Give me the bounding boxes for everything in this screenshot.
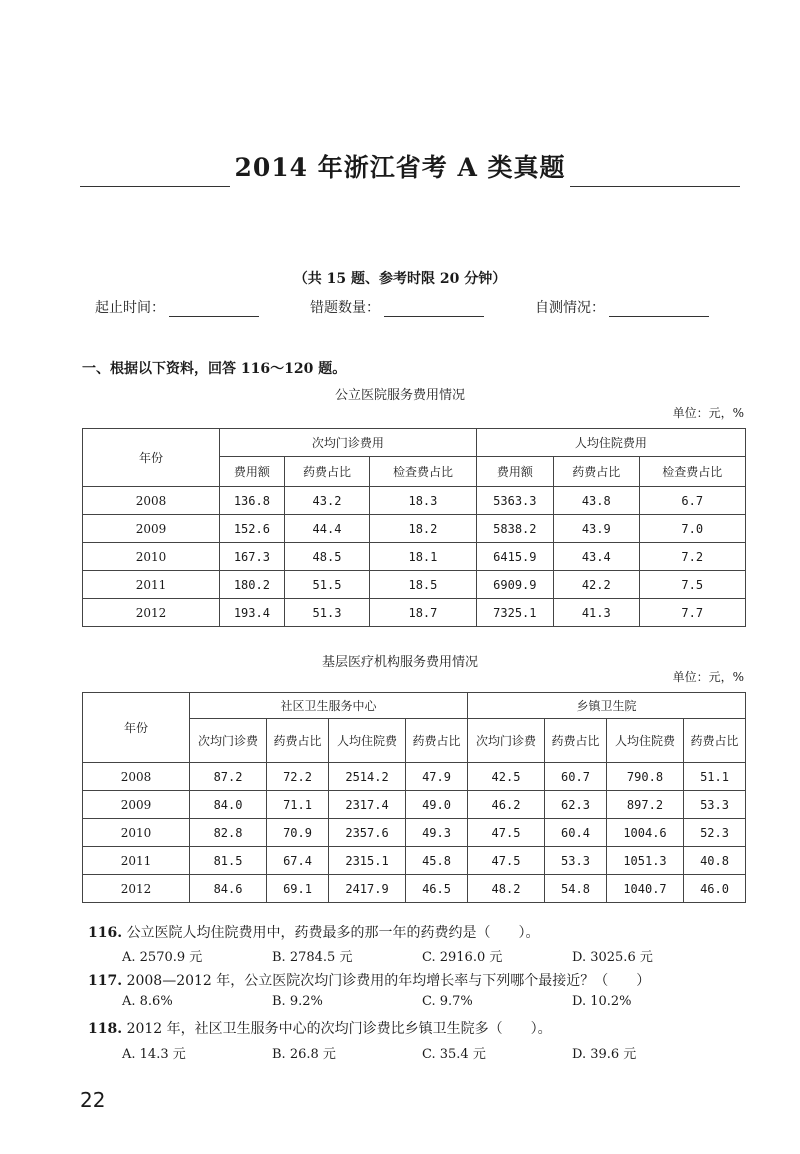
value-cell: 51.1 <box>684 763 746 791</box>
option-d[interactable]: D. 39.6 元 <box>572 1047 637 1062</box>
value-cell: 152.6 <box>220 515 285 543</box>
value-cell: 7.7 <box>639 599 745 627</box>
value-cell: 49.3 <box>406 819 468 847</box>
value-cell: 42.5 <box>467 763 544 791</box>
value-cell: 18.5 <box>370 571 476 599</box>
year-cell: 2008 <box>83 763 190 791</box>
value-cell: 49.0 <box>406 791 468 819</box>
question-117 <box>88 970 650 990</box>
table2-year-header: 年份 <box>83 693 190 763</box>
table1-group-outpatient: 次均门诊费用 <box>220 429 477 457</box>
value-cell: 2315.1 <box>328 847 405 875</box>
value-cell: 2317.4 <box>328 791 405 819</box>
table1-col-header: 检查费占比 <box>370 457 476 487</box>
page-number: 22 <box>80 1088 106 1112</box>
value-cell: 2417.9 <box>328 875 405 903</box>
table-row <box>83 791 746 819</box>
table1-year-header: 年份 <box>83 429 220 487</box>
value-cell: 62.3 <box>545 791 607 819</box>
primary-care-table <box>82 692 746 903</box>
value-cell: 6415.9 <box>476 543 553 571</box>
table-row <box>83 515 746 543</box>
self-assessment-label: 自测情况： <box>535 300 605 316</box>
question-118 <box>88 1018 552 1038</box>
year-cell: 2012 <box>83 875 190 903</box>
question-number: 118. <box>88 1021 123 1037</box>
value-cell: 53.3 <box>545 847 607 875</box>
question-number: 117. <box>88 973 123 989</box>
value-cell: 48.5 <box>284 543 369 571</box>
error-count-field[interactable] <box>384 302 484 317</box>
value-cell: 46.2 <box>467 791 544 819</box>
table2-col-header: 人均住院费 <box>328 719 405 763</box>
table2-unit: 单位：元，% <box>672 670 744 684</box>
value-cell: 5363.3 <box>476 487 553 515</box>
value-cell: 897.2 <box>606 791 683 819</box>
value-cell: 5838.2 <box>476 515 553 543</box>
question-116 <box>88 922 540 942</box>
page-title: 2014 年浙江省考 A 类真题 <box>234 153 566 182</box>
value-cell: 193.4 <box>220 599 285 627</box>
year-cell: 2011 <box>83 847 190 875</box>
table-row <box>83 847 746 875</box>
start-time-label: 起止时间： <box>95 300 165 316</box>
value-cell: 180.2 <box>220 571 285 599</box>
table1-group-inpatient: 人均住院费用 <box>476 429 745 457</box>
value-cell: 18.1 <box>370 543 476 571</box>
value-cell: 82.8 <box>190 819 267 847</box>
start-time-field[interactable] <box>169 302 259 317</box>
value-cell: 46.5 <box>406 875 468 903</box>
value-cell: 790.8 <box>606 763 683 791</box>
question-text: 2008—2012 年，公立医院次均门诊费用的年均增长率与下列哪个最接近？（ ） <box>126 973 651 989</box>
value-cell: 47.5 <box>467 847 544 875</box>
value-cell: 45.8 <box>406 847 468 875</box>
value-cell: 53.3 <box>684 791 746 819</box>
year-cell: 2009 <box>83 515 220 543</box>
error-count-label: 错题数量： <box>310 300 380 316</box>
table2-col-header: 药费占比 <box>267 719 329 763</box>
sub-header: （共 15 题、参考时限 20 分钟） <box>293 271 507 287</box>
value-cell: 81.5 <box>190 847 267 875</box>
table-row <box>83 599 746 627</box>
question-text: 2012 年，社区卫生服务中心的次均门诊费比乡镇卫生院多（ ）。 <box>126 1021 552 1037</box>
year-cell: 2010 <box>83 543 220 571</box>
value-cell: 7325.1 <box>476 599 553 627</box>
year-cell: 2009 <box>83 791 190 819</box>
value-cell: 52.3 <box>684 819 746 847</box>
year-cell: 2008 <box>83 487 220 515</box>
table-row <box>83 543 746 571</box>
value-cell: 44.4 <box>284 515 369 543</box>
year-cell: 2011 <box>83 571 220 599</box>
table-row <box>83 819 746 847</box>
option-d[interactable]: D. 10.2% <box>572 994 632 1009</box>
table1-col-header: 药费占比 <box>554 457 639 487</box>
table2-col-header: 药费占比 <box>684 719 746 763</box>
value-cell: 67.4 <box>267 847 329 875</box>
value-cell: 60.7 <box>545 763 607 791</box>
value-cell: 7.5 <box>639 571 745 599</box>
value-cell: 48.2 <box>467 875 544 903</box>
value-cell: 46.0 <box>684 875 746 903</box>
value-cell: 87.2 <box>190 763 267 791</box>
value-cell: 51.3 <box>284 599 369 627</box>
value-cell: 70.9 <box>267 819 329 847</box>
table2-col-header: 次均门诊费 <box>467 719 544 763</box>
option-c[interactable]: C. 35.4 元 <box>422 1047 486 1062</box>
table2-group-community: 社区卫生服务中心 <box>190 693 468 719</box>
table1-caption: 公立医院服务费用情况 <box>334 388 465 403</box>
value-cell: 69.1 <box>267 875 329 903</box>
option-a[interactable]: A. 14.3 元 <box>122 1047 186 1062</box>
value-cell: 18.3 <box>370 487 476 515</box>
table1-unit: 单位：元，% <box>672 406 744 420</box>
value-cell: 7.2 <box>639 543 745 571</box>
value-cell: 7.0 <box>639 515 745 543</box>
self-assessment-field[interactable] <box>609 302 709 317</box>
table1-col-header: 费用额 <box>476 457 553 487</box>
table-row <box>83 487 746 515</box>
value-cell: 43.8 <box>554 487 639 515</box>
question-118-options <box>122 1043 722 1062</box>
table-row <box>83 875 746 903</box>
title-rule-left <box>80 186 230 187</box>
value-cell: 43.2 <box>284 487 369 515</box>
value-cell: 43.9 <box>554 515 639 543</box>
value-cell: 41.3 <box>554 599 639 627</box>
value-cell: 72.2 <box>267 763 329 791</box>
option-b[interactable]: B. 2784.5 元 <box>272 950 353 965</box>
table-row <box>83 763 746 791</box>
value-cell: 6.7 <box>639 487 745 515</box>
value-cell: 51.5 <box>284 571 369 599</box>
option-b[interactable]: B. 26.8 元 <box>272 1047 336 1062</box>
table2-caption: 基层医疗机构服务费用情况 <box>321 655 478 670</box>
self-test-stats <box>95 297 735 317</box>
year-cell: 2010 <box>83 819 190 847</box>
table-row <box>83 571 746 599</box>
question-number: 116. <box>88 925 123 941</box>
question-117-options <box>122 994 722 1009</box>
value-cell: 71.1 <box>267 791 329 819</box>
value-cell: 18.2 <box>370 515 476 543</box>
title-rule-right <box>570 186 740 187</box>
value-cell: 84.0 <box>190 791 267 819</box>
option-c[interactable]: C. 2916.0 元 <box>422 950 503 965</box>
value-cell: 1040.7 <box>606 875 683 903</box>
option-a[interactable]: A. 8.6% <box>122 994 173 1009</box>
table1-col-header: 药费占比 <box>284 457 369 487</box>
table2-col-header: 次均门诊费 <box>190 719 267 763</box>
year-cell: 2012 <box>83 599 220 627</box>
table2-group-township: 乡镇卫生院 <box>467 693 745 719</box>
value-cell: 1004.6 <box>606 819 683 847</box>
table1-col-header: 检查费占比 <box>639 457 745 487</box>
table2-col-header: 药费占比 <box>406 719 468 763</box>
question-text: 公立医院人均住院费用中，药费最多的那一年的药费约是（ ）。 <box>126 925 540 941</box>
table2-col-header: 人均住院费 <box>606 719 683 763</box>
section-heading: 一、根据以下资料，回答 116～120 题。 <box>82 361 347 377</box>
question-116-options <box>122 946 722 965</box>
value-cell: 167.3 <box>220 543 285 571</box>
option-b[interactable]: B. 9.2% <box>272 994 323 1009</box>
value-cell: 54.8 <box>545 875 607 903</box>
value-cell: 1051.3 <box>606 847 683 875</box>
value-cell: 47.9 <box>406 763 468 791</box>
option-c[interactable]: C. 9.7% <box>422 994 473 1009</box>
value-cell: 60.4 <box>545 819 607 847</box>
value-cell: 2357.6 <box>328 819 405 847</box>
option-d[interactable]: D. 3025.6 元 <box>572 950 653 965</box>
value-cell: 42.2 <box>554 571 639 599</box>
table2-col-header: 药费占比 <box>545 719 607 763</box>
option-a[interactable]: A. 2570.9 元 <box>122 950 203 965</box>
value-cell: 18.7 <box>370 599 476 627</box>
value-cell: 43.4 <box>554 543 639 571</box>
value-cell: 136.8 <box>220 487 285 515</box>
public-hospital-table <box>82 428 746 627</box>
table1-col-header: 费用额 <box>220 457 285 487</box>
value-cell: 2514.2 <box>328 763 405 791</box>
value-cell: 84.6 <box>190 875 267 903</box>
value-cell: 40.8 <box>684 847 746 875</box>
value-cell: 47.5 <box>467 819 544 847</box>
value-cell: 6909.9 <box>476 571 553 599</box>
